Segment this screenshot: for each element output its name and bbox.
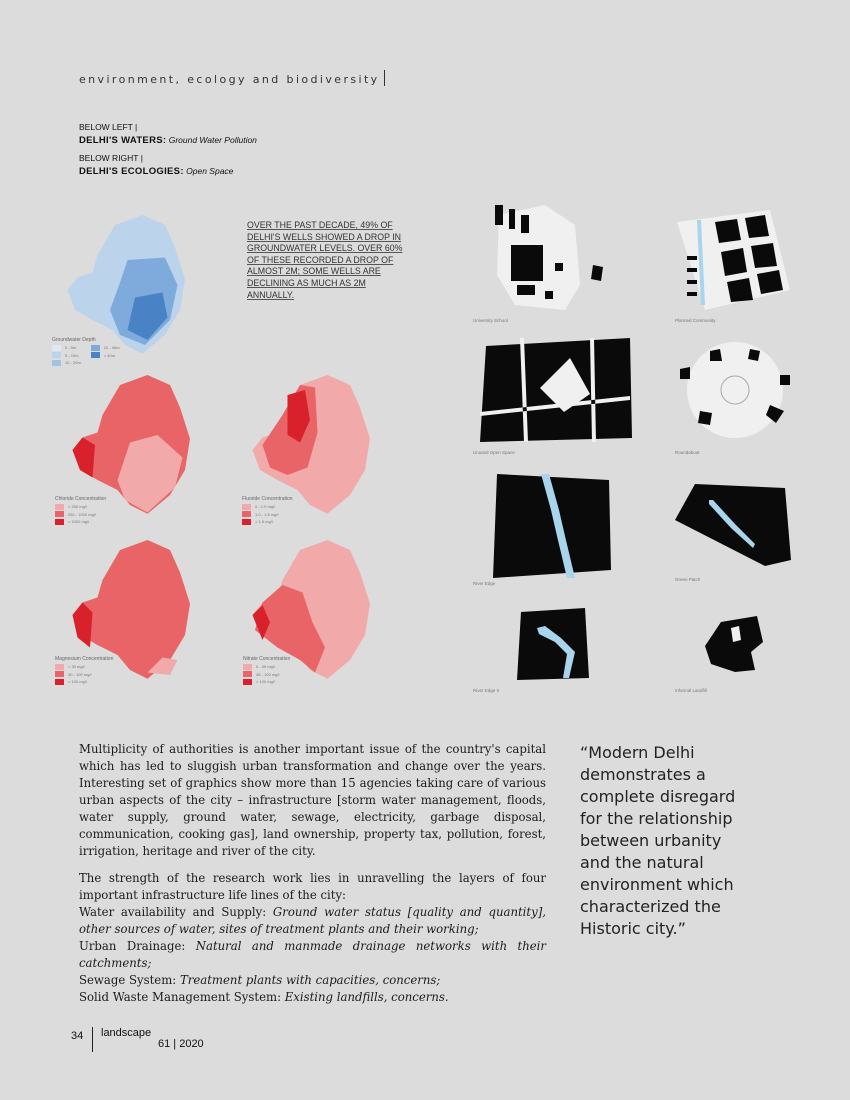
chloride-legend-title: Chloride Concentration — [55, 496, 107, 502]
open-space-map-university-school — [495, 205, 603, 310]
issue-number: 61 | 2020 — [158, 1038, 204, 1050]
legend-label: > 100 mg/l — [68, 679, 87, 684]
groundwater-map — [68, 215, 186, 354]
legend-swatch — [52, 345, 61, 351]
caption-left — [79, 135, 257, 146]
nitrate-legend — [243, 656, 290, 685]
list-item-label: Solid Waste Management System: — [79, 990, 285, 1004]
legend-label: > 1.5 mg/l — [255, 519, 273, 524]
legend-row — [55, 519, 106, 525]
legend-swatch — [55, 679, 64, 685]
fluoride-map — [253, 375, 371, 514]
map-caption: Roundabout — [675, 450, 700, 455]
legend-swatch — [52, 352, 61, 358]
legend-label: 0 - 1.0 mg/l — [255, 504, 276, 509]
paragraph-2 — [79, 870, 546, 1006]
chloride-high-zone — [73, 438, 96, 478]
open-space-map-informal-landfill — [705, 616, 763, 672]
legend-swatch — [55, 671, 64, 677]
chloride-legend — [55, 496, 106, 525]
legend-row — [243, 671, 290, 677]
legend-row — [55, 679, 113, 685]
legend-row — [243, 664, 290, 670]
map-roundabout-center — [721, 376, 749, 404]
legend-label: < 250 mg/l — [68, 504, 87, 509]
section-divider — [384, 70, 386, 86]
legend-swatch — [52, 360, 61, 366]
list-item-label: Urban Drainage: — [79, 939, 196, 953]
legend-swatch — [243, 679, 252, 685]
legend-row — [55, 504, 106, 510]
legend-row — [242, 504, 293, 510]
caption-right-title: DELHI'S ECOLOGIES: — [79, 166, 184, 177]
groundwater-pollution-maps — [45, 205, 405, 705]
groundwater-legend-title: Groundwater Depth — [52, 337, 96, 343]
caption-left-subtitle: Ground Water Pollution — [168, 135, 257, 145]
fluoride-legend — [242, 496, 293, 525]
legend-row — [55, 671, 113, 677]
legend-swatch — [55, 664, 64, 670]
paragraph-1: Multiplicity of authorities is another important issue of the country's capital which has led to sluggish urban transformation and change over the years. Interesting set of graphics show more than 15 agencies taking care of various urban aspects of the city – infrastructure [storm water management, floods, water supply, ground water, sewage, electricity, garbage disposal, communication, cooking gas], land ownership, property tax, pollution, forest, irrigation, heritage and river of the city. — [79, 742, 546, 858]
legend-row — [242, 511, 293, 517]
legend-label: 10 - 20m — [65, 360, 81, 365]
map-caption: University School — [473, 318, 508, 323]
magnesium-legend-title: Magnesium Concentration — [55, 656, 114, 662]
legend-label: 45 - 100 mg/l — [256, 671, 280, 677]
list-item — [79, 972, 546, 989]
legend-swatch — [55, 519, 64, 525]
list-item — [79, 989, 546, 1006]
map-caption: Planned Community — [675, 318, 716, 323]
list-item-label: Water availability and Supply: — [79, 905, 273, 919]
legend-row — [91, 352, 120, 358]
legend-label: > 100 mg/l — [256, 679, 275, 684]
legend-swatch — [55, 511, 64, 517]
legend-row — [55, 511, 106, 517]
legend-swatch — [242, 519, 251, 525]
pull-quote: “Modern Delhi demonstrates a complete disregard for the relationship between urbanity and the natural environment which characterized the Historic city.” — [580, 743, 736, 938]
legend-row — [242, 519, 293, 525]
open-space-map-unused-open-space — [480, 338, 632, 442]
footer-divider — [92, 1027, 93, 1052]
legend-swatch — [243, 671, 252, 677]
list-item — [79, 938, 546, 972]
open-space-map-river-edge-ii — [517, 608, 589, 680]
section-label — [79, 70, 385, 86]
magazine-name: landscape — [101, 1027, 152, 1039]
caption-right-subtitle: Open Space — [186, 166, 234, 176]
legend-label: 5 - 10m — [65, 352, 79, 358]
legend-row — [55, 664, 113, 670]
section-label-text: environment, ecology and biodiversity — [79, 73, 380, 86]
caption-left-prefix: BELOW LEFT | — [79, 122, 138, 132]
map-buildings — [517, 608, 589, 680]
list-item-label: Sewage System: — [79, 973, 180, 987]
map-caption: Informal Landfill — [675, 688, 707, 693]
caption-right-prefix: BELOW RIGHT | — [79, 153, 143, 163]
legend-label: 1.0 - 1.5 mg/l — [255, 511, 279, 517]
map-caption: River Edge II — [473, 688, 500, 693]
legend-swatch — [55, 504, 64, 510]
legend-swatch — [242, 511, 251, 517]
open-space-maps — [465, 200, 835, 700]
open-space-map-planned-community — [677, 210, 790, 310]
legend-row — [91, 345, 120, 351]
legend-label: 0 - 45 mg/l — [256, 664, 275, 669]
list-item-detail: Ground water status [quality and quantity], other sources of water, sites of treatment plants and their working; — [79, 905, 546, 936]
map-caption: Green Patch — [675, 577, 701, 582]
open-space-map-roundabout — [680, 342, 790, 438]
legend-row — [243, 679, 290, 685]
legend-row — [52, 352, 81, 358]
legend-row — [52, 360, 81, 366]
legend-label: 20 - 40m — [103, 345, 120, 350]
legend-label: 0 - 5m — [65, 345, 77, 350]
chloride-map — [73, 375, 191, 514]
legend-swatch — [242, 504, 251, 510]
legend-swatch — [91, 345, 100, 351]
groundwater-callout: OVER THE PAST DECADE, 49% OF DELHI'S WELLS SHOWED A DROP IN GROUNDWATER LEVELS. OVER 60% OF THESE RECORDED A DROP OF ALMOST 2M; SOME WELLS ARE DECLINING AS MUCH AS 2M ANNUALLY. — [247, 220, 403, 300]
map-caption: River Edge — [473, 581, 496, 586]
list-item-detail: Existing landfills, concerns. — [284, 990, 449, 1004]
legend-label: 250 - 1000 mg/l — [68, 511, 96, 517]
nitrate-legend-title: Nitrate Concentration — [243, 656, 291, 662]
list-item-detail: Treatment plants with capacities, concerns; — [179, 973, 441, 987]
map-buildings — [705, 616, 763, 672]
caption-left-title: DELHI'S WATERS: — [79, 135, 167, 146]
page-number: 34 — [71, 1030, 84, 1042]
open-space-map-green-patch — [675, 484, 791, 566]
legend-label: > 1000 mg/l — [68, 519, 90, 524]
open-space-map-river-edge — [493, 474, 611, 578]
paragraph-2-intro: The strength of the research work lies in unravelling the layers of four important infrastructure life lines of the city: — [79, 871, 546, 902]
body-text — [79, 741, 546, 1006]
legend-label: 30 - 100 mg/l — [68, 671, 92, 677]
magnesium-legend — [55, 656, 113, 685]
groundwater-legend — [52, 337, 120, 366]
legend-label: < 30 mg/l — [68, 664, 85, 669]
map-caption: Unused Open Space — [473, 450, 515, 455]
list-item-detail: Natural and manmade drainage networks with their catchments; — [79, 939, 546, 970]
legend-label: > 40m — [103, 352, 116, 358]
legend-row — [52, 345, 81, 351]
legend-swatch — [91, 352, 100, 358]
list-item — [79, 904, 546, 938]
legend-swatch — [243, 664, 252, 670]
fluoride-legend-title: Fluoride Concentration — [242, 496, 293, 502]
caption-right — [79, 166, 233, 177]
